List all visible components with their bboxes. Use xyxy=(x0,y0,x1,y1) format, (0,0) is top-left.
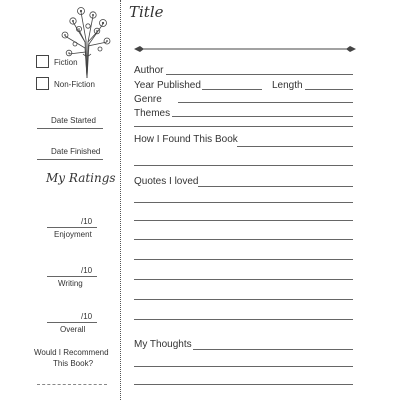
themes-field-line2[interactable] xyxy=(134,126,353,127)
thoughts-line[interactable] xyxy=(134,384,353,385)
quotes-line[interactable] xyxy=(134,239,353,240)
date-finished-field[interactable] xyxy=(37,159,103,160)
quotes-field[interactable] xyxy=(198,186,353,187)
enjoyment-label: Enjoyment xyxy=(54,230,92,239)
recommend-question-line2: This Book? xyxy=(53,359,94,368)
themes-label: Themes xyxy=(134,108,171,119)
ornamental-divider xyxy=(134,44,356,54)
genre-label: Genre xyxy=(134,94,162,105)
my-thoughts-label: My Thoughts xyxy=(134,339,192,350)
thoughts-line[interactable] xyxy=(134,366,353,367)
length-label: Length xyxy=(272,80,303,91)
overall-score: /10 xyxy=(81,312,93,321)
date-started-field[interactable] xyxy=(37,128,103,129)
quotes-line[interactable] xyxy=(134,299,353,300)
nonfiction-label: Non-Fiction xyxy=(54,80,95,89)
overall-rating-field[interactable] xyxy=(47,322,97,323)
quotes-line[interactable] xyxy=(134,319,353,320)
quotes-line[interactable] xyxy=(134,279,353,280)
date-finished-label: Date Finished xyxy=(51,147,101,156)
author-label: Author xyxy=(134,65,164,76)
how-found-field[interactable] xyxy=(237,146,353,147)
quotes-line[interactable] xyxy=(134,259,353,260)
fiction-label: Fiction xyxy=(54,58,78,67)
recommend-answer-field[interactable] xyxy=(37,384,107,385)
recommend-question-line1: Would I Recommend xyxy=(34,348,109,357)
quotes-line[interactable] xyxy=(134,202,353,203)
enjoyment-rating-field[interactable] xyxy=(47,227,97,228)
year-published-field[interactable] xyxy=(202,89,262,90)
writing-score: /10 xyxy=(81,266,93,275)
year-published-label: Year Published xyxy=(134,80,201,91)
writing-rating-field[interactable] xyxy=(47,276,97,277)
flower-bouquet-icon xyxy=(55,2,115,80)
themes-field[interactable] xyxy=(172,116,353,117)
column-divider xyxy=(120,0,121,400)
how-found-field-line2[interactable] xyxy=(134,165,353,166)
author-field[interactable] xyxy=(166,74,353,75)
how-found-label: How I Found This Book xyxy=(134,134,238,145)
my-thoughts-field[interactable] xyxy=(193,349,353,350)
date-started-label: Date Started xyxy=(51,116,96,125)
genre-field[interactable] xyxy=(178,102,353,103)
my-ratings-heading: My Ratings xyxy=(46,171,116,185)
length-field[interactable] xyxy=(305,89,353,90)
enjoyment-score: /10 xyxy=(81,217,93,226)
fiction-checkbox[interactable] xyxy=(36,55,49,68)
overall-label: Overall xyxy=(60,325,86,334)
quotes-label: Quotes I loved xyxy=(134,176,199,187)
nonfiction-checkbox[interactable] xyxy=(36,77,49,90)
writing-label: Writing xyxy=(58,279,83,288)
page-title: Title xyxy=(129,3,164,21)
quotes-line[interactable] xyxy=(134,220,353,221)
